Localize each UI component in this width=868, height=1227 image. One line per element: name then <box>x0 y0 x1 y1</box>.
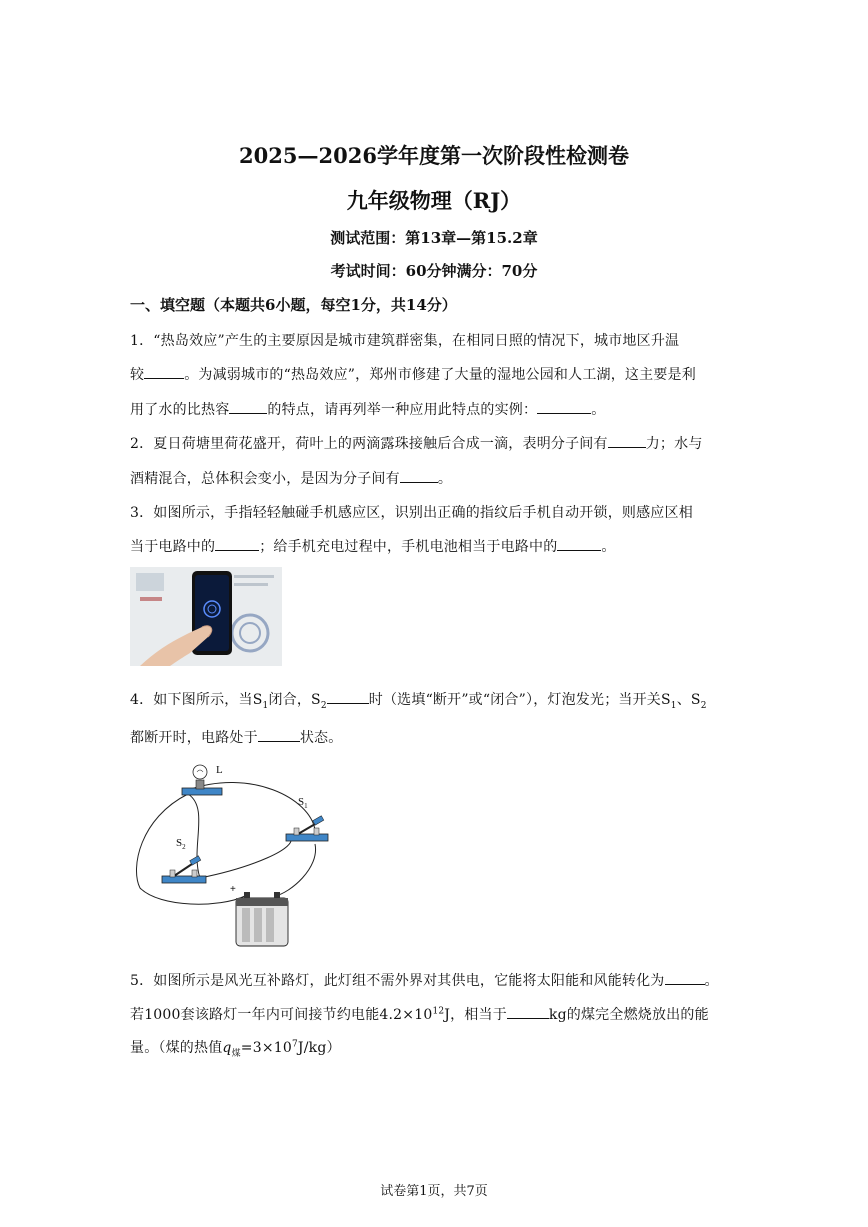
answer-blank[interactable] <box>608 435 646 448</box>
section-heading: 一、填空题（本题共6小题，每空1分，共14分） <box>130 296 457 314</box>
q1-line2: 较 。为减弱城市的“热岛效应”，郑州市修建了大量的湿地公园和人工湖，这主要是利 <box>130 367 696 383</box>
battery-plus-label: + <box>230 884 236 895</box>
switch-s1-label: $S_1$ <box>298 796 308 810</box>
answer-blank[interactable] <box>258 729 300 742</box>
test-time: 考试时间：60分钟满分：70分 <box>330 262 538 280</box>
phone-fingerprint-photo <box>130 567 282 666</box>
lamp-label: L <box>216 764 223 776</box>
answer-blank[interactable] <box>327 691 369 704</box>
page-footer: 试卷第1页，共7页 <box>380 1184 488 1199</box>
q3-line2: 当于电路中的 ；给手机充电过程中，手机电池相当于电路中的 。 <box>130 539 616 555</box>
answer-blank[interactable] <box>537 401 591 414</box>
q4-line1: 4．如下图所示，当$S_1$闭合，$S_2$ 时（选填“断开”或“闭合”），灯泡发光；当开关$S_1$、$S_2$ <box>130 692 707 711</box>
test-range: 测试范围：第13章—第15.2章 <box>330 229 538 247</box>
answer-blank[interactable] <box>229 401 267 414</box>
q3-line1: 3．如图所示，手指轻轻触碰手机感应区，识别出正确的指纹后手机自动开锁，则感应区相 <box>130 505 693 521</box>
q1-line3: 用了水的比热容 的特点，请再列举一种应用此特点的实例： 。 <box>130 402 606 418</box>
q4-line2: 都断开时，电路处于 状态。 <box>130 730 343 746</box>
answer-blank[interactable] <box>665 972 705 985</box>
q1-line1: 1．“热岛效应”产生的主要原因是城市建筑群密集，在相同日照的情况下，城市地区升温 <box>130 333 680 349</box>
exam-title: 2025—2026学年度第一次阶段性检测卷 <box>239 143 629 168</box>
answer-blank[interactable] <box>557 538 601 551</box>
answer-blank[interactable] <box>400 470 438 483</box>
q5-line3: 量。（煤的热值$q_煤=3\times 10^7J/kg$） <box>130 1039 341 1059</box>
answer-blank[interactable] <box>215 538 259 551</box>
q2-line2: 酒精混合，总体积会变小，是因为分子间有 。 <box>130 471 453 487</box>
exam-subtitle: 九年级物理（RJ） <box>346 188 522 213</box>
q2-line1: 2．夏日荷塘里荷花盛开，荷叶上的两滴露珠接触后合成一滴，表明分子间有 力；水与 <box>130 436 703 452</box>
circuit-diagram <box>130 758 340 952</box>
q5-line2: 若1000套该路灯一年内可间接节约电能$4.2\times 10^{12}J$，相当于 kg的煤完全燃烧放出的能 <box>130 1006 709 1023</box>
q5-line1: 5．如图所示是风光互补路灯，此灯组不需外界对其供电，它能将太阳能和风能转化为 。 <box>130 973 719 989</box>
answer-blank[interactable] <box>507 1006 549 1019</box>
switch-s2-label: $S_2$ <box>176 837 186 851</box>
answer-blank[interactable] <box>144 366 184 379</box>
